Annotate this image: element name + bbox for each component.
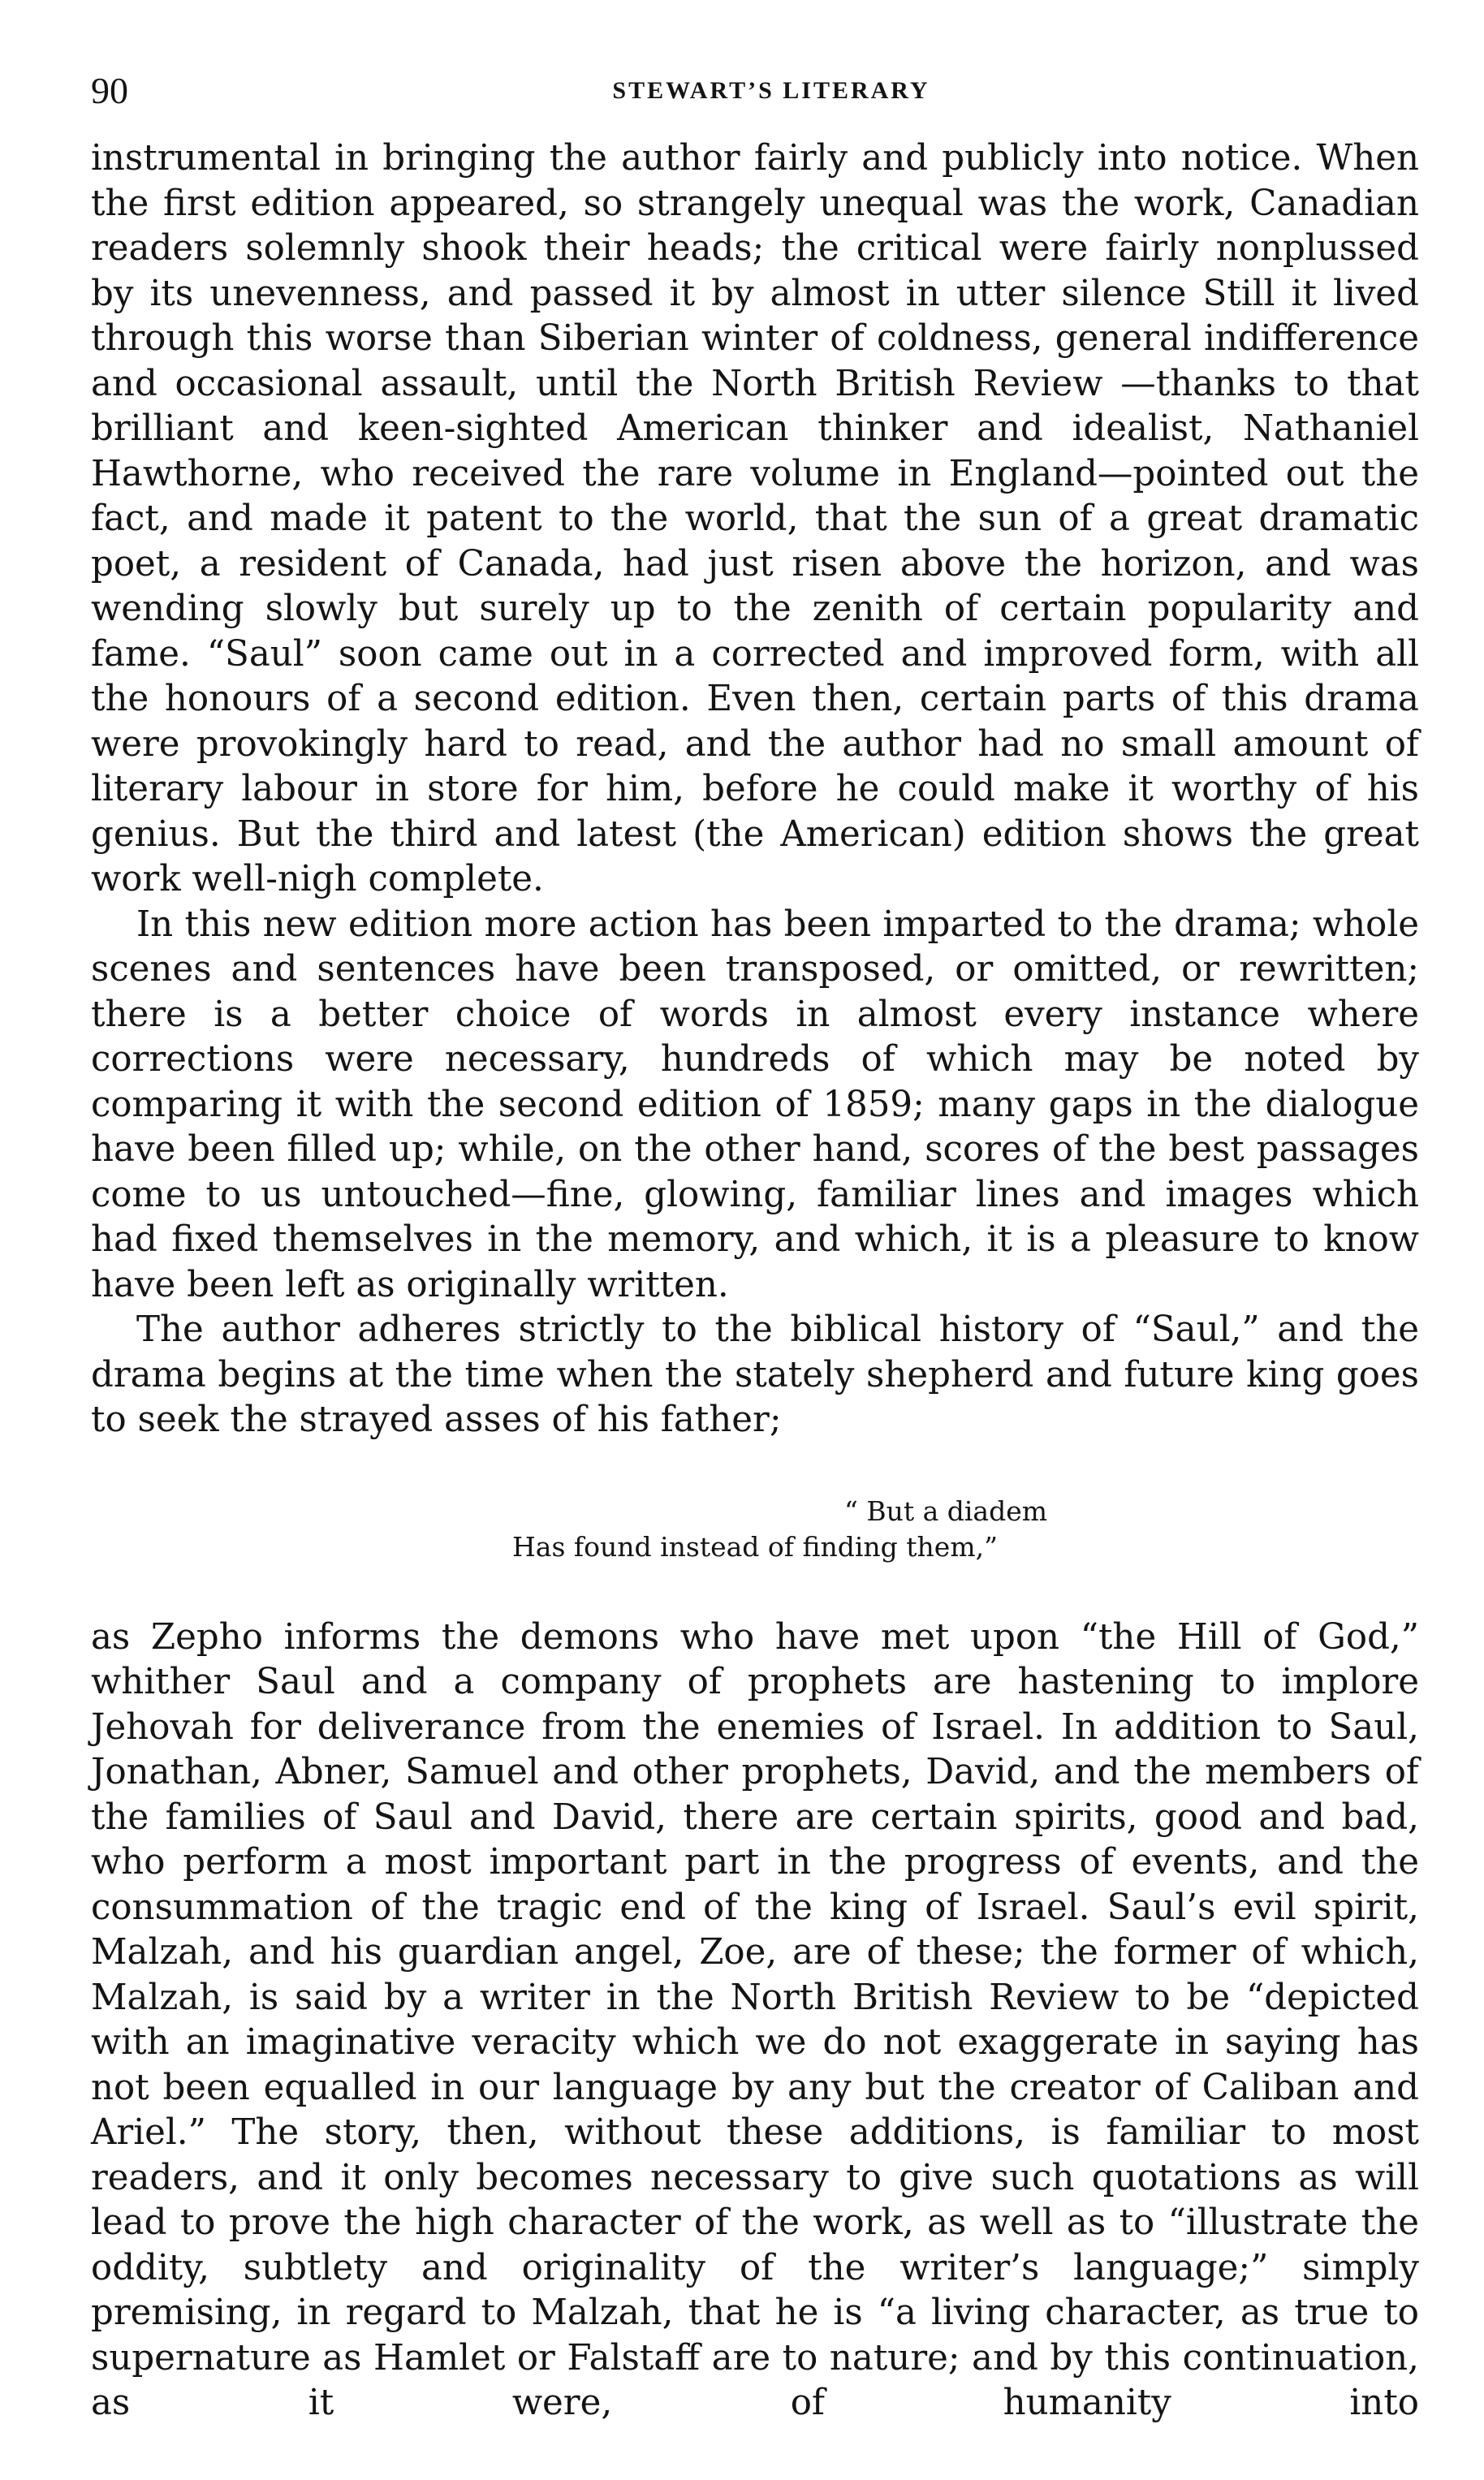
verse-quote	[91, 1494, 1419, 1565]
paragraph-new-edition: In this new edition more action has been imparted to the drama; whole scenes and sentences have been transposed, or omitted, or rewritten; there is a better choice of words in almost every instance where corrections were necessary, hundreds of which may be noted by comparing it with the second edition of 1859; many gaps in the dialogue have been filled up; while, on the other hand, scores of the best passages come to us untouched—fine, glowing, familiar lines and images which had fixed themselves in the memory, and which, it is a pleasure to know have been left as originally written.	[91, 904, 1419, 1305]
page-number: 90	[91, 70, 128, 111]
quote-line-2: Has found instead of finding them,”	[512, 1530, 998, 1563]
quote-line-1: “ But a diadem	[843, 1494, 1048, 1527]
running-head: STEWART’S LITERARY	[612, 77, 930, 104]
page-header	[91, 67, 1419, 115]
paragraph-closing: as Zepho informs the demons who have met upon “the Hill of God,” whither Saul and a company of prophets are hastening to implore Jehovah for deliverance from the enemies of Israel. In addition to Saul, Jonathan, Abner, Samuel and other prophets, David, and the members of the families of Saul and David, there are certain spirits, good and bad, who perform a most important part in the progress of events, and the consummation of the tragic end of the king of Israel. Saul’s evil spirit, Malzah, and his guardian angel, Zoe, are of these; the former of which, Malzah, is said by a writer in the North British Review to be “depicted with an imaginative veracity which we do not exaggerate in saying has not been equalled in our language by any but the creator of Caliban and Ariel.” The story, then, without these additions, is familiar to most readers, and it only becomes necessary to give such quotations as will lead to prove the high character of the work, as well as to “illustrate the oddity, subtlety and originality of the writer’s language;” simply premising, in regard to Malzah, that he is “a living character, as true to supernature as Hamlet or Falstaff are to nature; and by this continuation, as it were, of humanity into	[91, 1616, 1419, 2423]
paragraph-intro: instrumental in bringing the author fairly and publicly into notice. When the first edition appeared, so strangely unequal was the work, Canadian readers solemnly shook their heads; the critical were fairly nonplussed by its unevenness, and passed it by almost in utter silence Still it lived through this worse than Siberian winter of coldness, general indifference and occasional assault, until the North British Review —thanks to that brilliant and keen-sighted American thinker and idealist, Nathaniel Hawthorne, who received the rare volume in England—pointed out the fact, and made it patent to the world, that the sun of a great dramatic poet, a resident of Canada, had just risen above the horizon, and was wending slowly but surely up to the zenith of certain popularity and fame. “Saul” soon came out in a corrected and improved form, with all the honours of a second edition. Even then, certain parts of this drama were provokingly hard to read, and the author had no small amount of literary labour in store for him, before he could make it worthy of his genius. But the third and latest (the American) edition shows the great work well-nigh complete.	[91, 138, 1419, 899]
paragraph-biblical-history: The author adheres strictly to the biblical history of “Saul,” and the drama begins at the time when the stately shepherd and future king goes to seek the strayed asses of his father;	[91, 1309, 1419, 1440]
body-text	[91, 136, 1419, 2426]
